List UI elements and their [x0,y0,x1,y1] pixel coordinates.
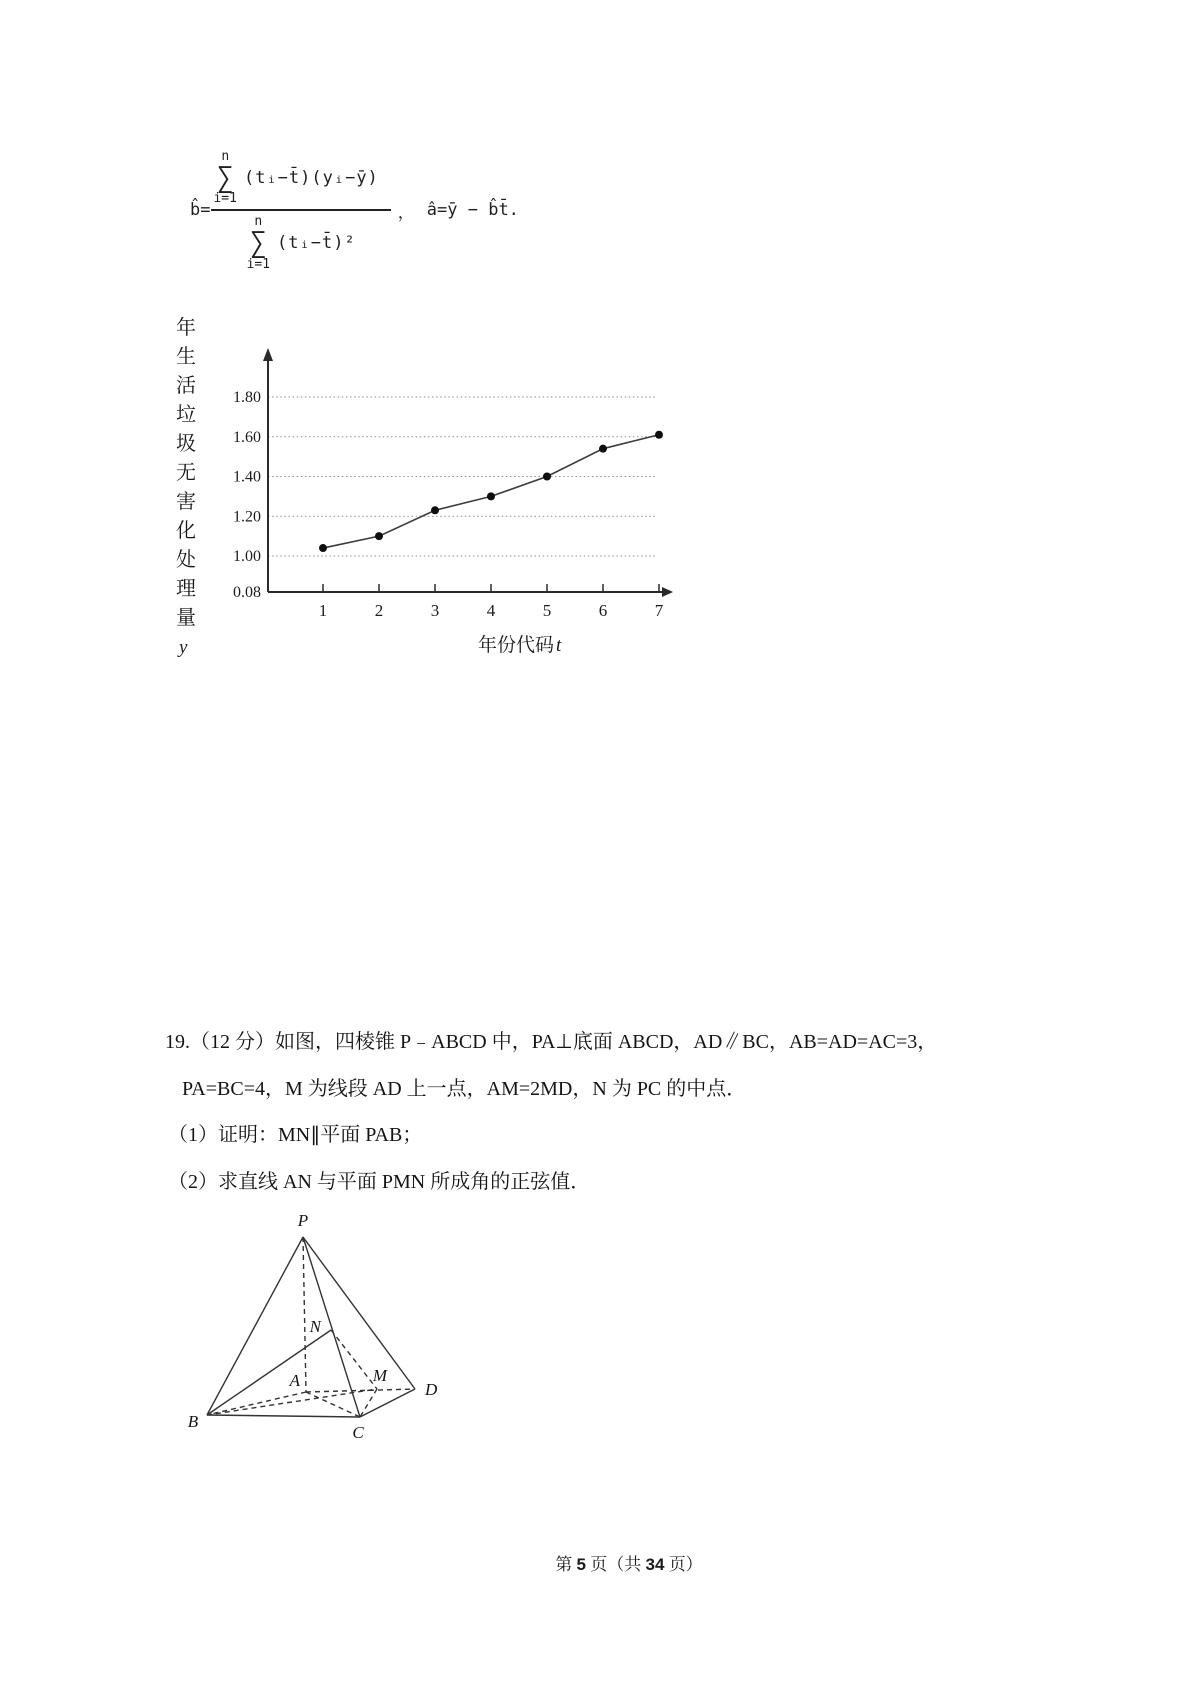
regression-formula [190,150,519,271]
y-axis-title-char: 理 [176,578,196,600]
fraction-denominator [211,211,390,270]
y-axis-title-char: 垃 [176,404,196,426]
data-point [543,473,551,481]
vertex-label-P: P [297,1211,309,1230]
data-point [375,532,383,540]
y-axis-title-char: 无 [176,462,196,484]
denominator-expression: (tᵢ−t̄)² [277,233,356,254]
sum-upper-limit: n [254,214,263,230]
y-axis-title-char: 活 [176,375,196,397]
sigma-icon: ∑ [249,226,267,260]
y-axis-title-char: 处 [176,549,196,571]
y-axis-title-char: 量 [176,607,196,629]
vertex-label-B: B [187,1412,199,1431]
question-19-line-2: PA=BC=4，M 为线段 AD 上一点，AM=2MD，N 为 PC 的中点． [182,1078,747,1100]
y-axis-tick-label: 1.60 [233,428,261,446]
numerator-sigma-stack [213,150,236,205]
y-axis-tick-label: 0.08 [233,584,261,601]
data-line [323,435,659,548]
x-axis-title-text: 年份代码 [478,635,555,656]
y-axis-variable: y [179,637,188,658]
y-axis-title-char: 化 [176,520,196,542]
question-19-part-1: （1）证明：MN∥平面 PAB； [168,1124,423,1146]
footer-text: 第 [555,1555,577,1574]
edge-N-M [331,1330,377,1389]
footer-text: 页（共 [586,1555,646,1574]
line-chart [150,290,710,635]
y-axis-arrow-icon [263,348,273,361]
vertex-label-N: N [309,1317,321,1336]
edge-P-B [207,1237,303,1415]
denominator-sigma-stack [247,215,270,270]
x-axis-arrow-icon [662,587,673,597]
y-axis-tick-label: 1.00 [233,548,261,565]
x-axis-tick-label: 6 [598,601,608,620]
page-footer [0,1550,1200,1575]
edge-B-C [207,1415,360,1417]
footer-page-number: 5 [576,1555,587,1574]
x-axis-tick-label: 7 [654,601,664,620]
y-axis-tick-label: 1.80 [233,389,261,406]
sigma-icon: ∑ [216,161,234,194]
formula-a-hat: â=ȳ − b̂t̄. [426,200,519,221]
y-axis-title-char: 生 [176,346,196,368]
footer-text: 页） [664,1555,703,1574]
x-axis-tick-label: 5 [542,601,552,620]
question-19-part-2: （2）求直线 AN 与平面 PMN 所成角的正弦值． [168,1171,591,1193]
footer-total-pages: 34 [645,1555,665,1574]
question-19-line-1: 19.（12 分）如图，四棱锥 P﹣ABCD 中，PA⊥底面 ABCD，AD∥BC，AB=AD=AC=3， [165,1031,938,1053]
x-axis-tick-label: 4 [486,601,496,620]
edge-B-M [207,1389,377,1415]
edge-A-B [207,1392,306,1415]
data-point [487,492,495,500]
x-axis-tick-label: 1 [318,601,328,620]
y-axis-tick-label: 1.20 [233,508,261,526]
y-axis-title-char: 圾 [176,433,196,455]
y-axis-tick-label: 1.40 [233,468,261,486]
x-axis-tick-label: 3 [430,601,440,620]
sum-lower-limit: i=1 [213,191,237,207]
x-axis-tick-label: 2 [374,601,384,620]
edge-B-N [207,1330,331,1415]
sum-lower-limit: i=1 [246,256,271,272]
vertex-label-A: A [289,1371,300,1390]
data-point [319,544,327,552]
data-point [599,445,607,453]
pyramid-figure [168,1196,468,1446]
vertex-label-D: D [425,1380,438,1399]
formula-fraction [211,150,390,271]
data-point [655,431,663,439]
fraction-numerator [211,150,390,211]
sum-upper-limit: n [221,149,230,164]
data-point [431,506,439,514]
y-axis-title-char: 害 [176,491,196,513]
vertex-label-M: M [372,1366,388,1385]
formula-b-hat: b̂= [190,200,211,221]
numerator-expression: (tᵢ−t̄)(yᵢ−ȳ) [243,167,379,188]
y-axis-title-char: 年 [176,317,196,339]
edge-P-A [303,1237,306,1392]
vertex-label-C: C [352,1423,364,1442]
x-axis-title [478,630,561,657]
formula-separator: ， [397,202,415,223]
edge-C-D [360,1389,415,1417]
x-axis-variable: t [556,635,562,656]
